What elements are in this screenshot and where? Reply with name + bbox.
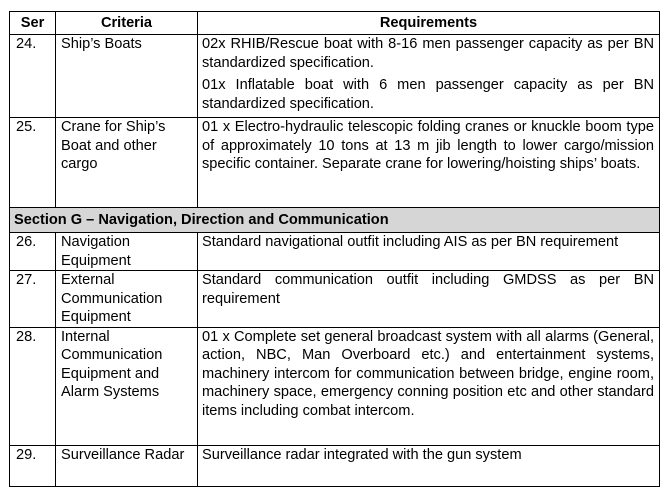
header-requirements: Requirements (198, 12, 660, 35)
requirements-cell (198, 271, 660, 328)
ser-cell: 26. (10, 233, 56, 271)
table-row (10, 35, 660, 118)
requirement-text: 01x Inflatable boat with 6 men passenger capacity as per BN standardized specification. (202, 77, 654, 112)
table-row (10, 327, 660, 445)
requirements-table (9, 11, 660, 487)
table-row (10, 233, 660, 271)
requirement-text: 01 x Complete set general broadcast system with all alarms (General, action, NBC, Man Overboard etc.) and entertainment systems, machinery intercom for communication between bridge, engine room, machinery space, emergency conning position etc and other standard items including combat intercom. (202, 328, 654, 419)
section-header-row (10, 208, 660, 233)
table-row (10, 445, 660, 486)
criteria-cell: Crane for Ship’s Boat and other cargo (56, 118, 198, 208)
table-header-row (10, 12, 660, 35)
requirements-cell (198, 445, 660, 486)
requirements-cell (198, 118, 660, 208)
table-row (10, 271, 660, 328)
requirements-cell (198, 327, 660, 445)
ser-cell: 29. (10, 445, 56, 486)
criteria-cell: Internal Communication Equipment and Alarm Systems (56, 327, 198, 445)
criteria-cell: External Communication Equipment (56, 271, 198, 328)
requirement-text: 01 x Electro-hydraulic telescopic folding cranes or knuckle boom type of approximately 10 tons at 13 m jib length to lower cargo/mission specific container. Separate crane for lowering/hoisting ships’ boats. (202, 119, 654, 172)
requirement-text: Surveillance radar integrated with the gun system (202, 446, 522, 463)
ser-cell: 24. (10, 35, 56, 118)
ser-cell: 28. (10, 327, 56, 445)
table-row (10, 118, 660, 208)
criteria-cell: Ship’s Boats (56, 35, 198, 118)
header-ser: Ser (10, 12, 56, 35)
criteria-cell: Surveillance Radar (56, 445, 198, 486)
requirements-cell (198, 233, 660, 271)
requirement-text: 02x RHIB/Rescue boat with 8-16 men passenger capacity as per BN standardized specification. (202, 36, 654, 71)
requirement-text: Standard navigational outfit including AIS as per BN requirement (202, 234, 619, 250)
header-criteria: Criteria (56, 12, 198, 35)
requirement-text: Standard communication outfit including GMDSS as per BN requirement (202, 272, 654, 307)
criteria-cell: Navigation Equipment (56, 233, 198, 271)
ser-cell: 27. (10, 271, 56, 328)
section-title: Section G – Navigation, Direction and Communication (10, 208, 660, 233)
ser-cell: 25. (10, 118, 56, 208)
requirements-cell (198, 35, 660, 118)
